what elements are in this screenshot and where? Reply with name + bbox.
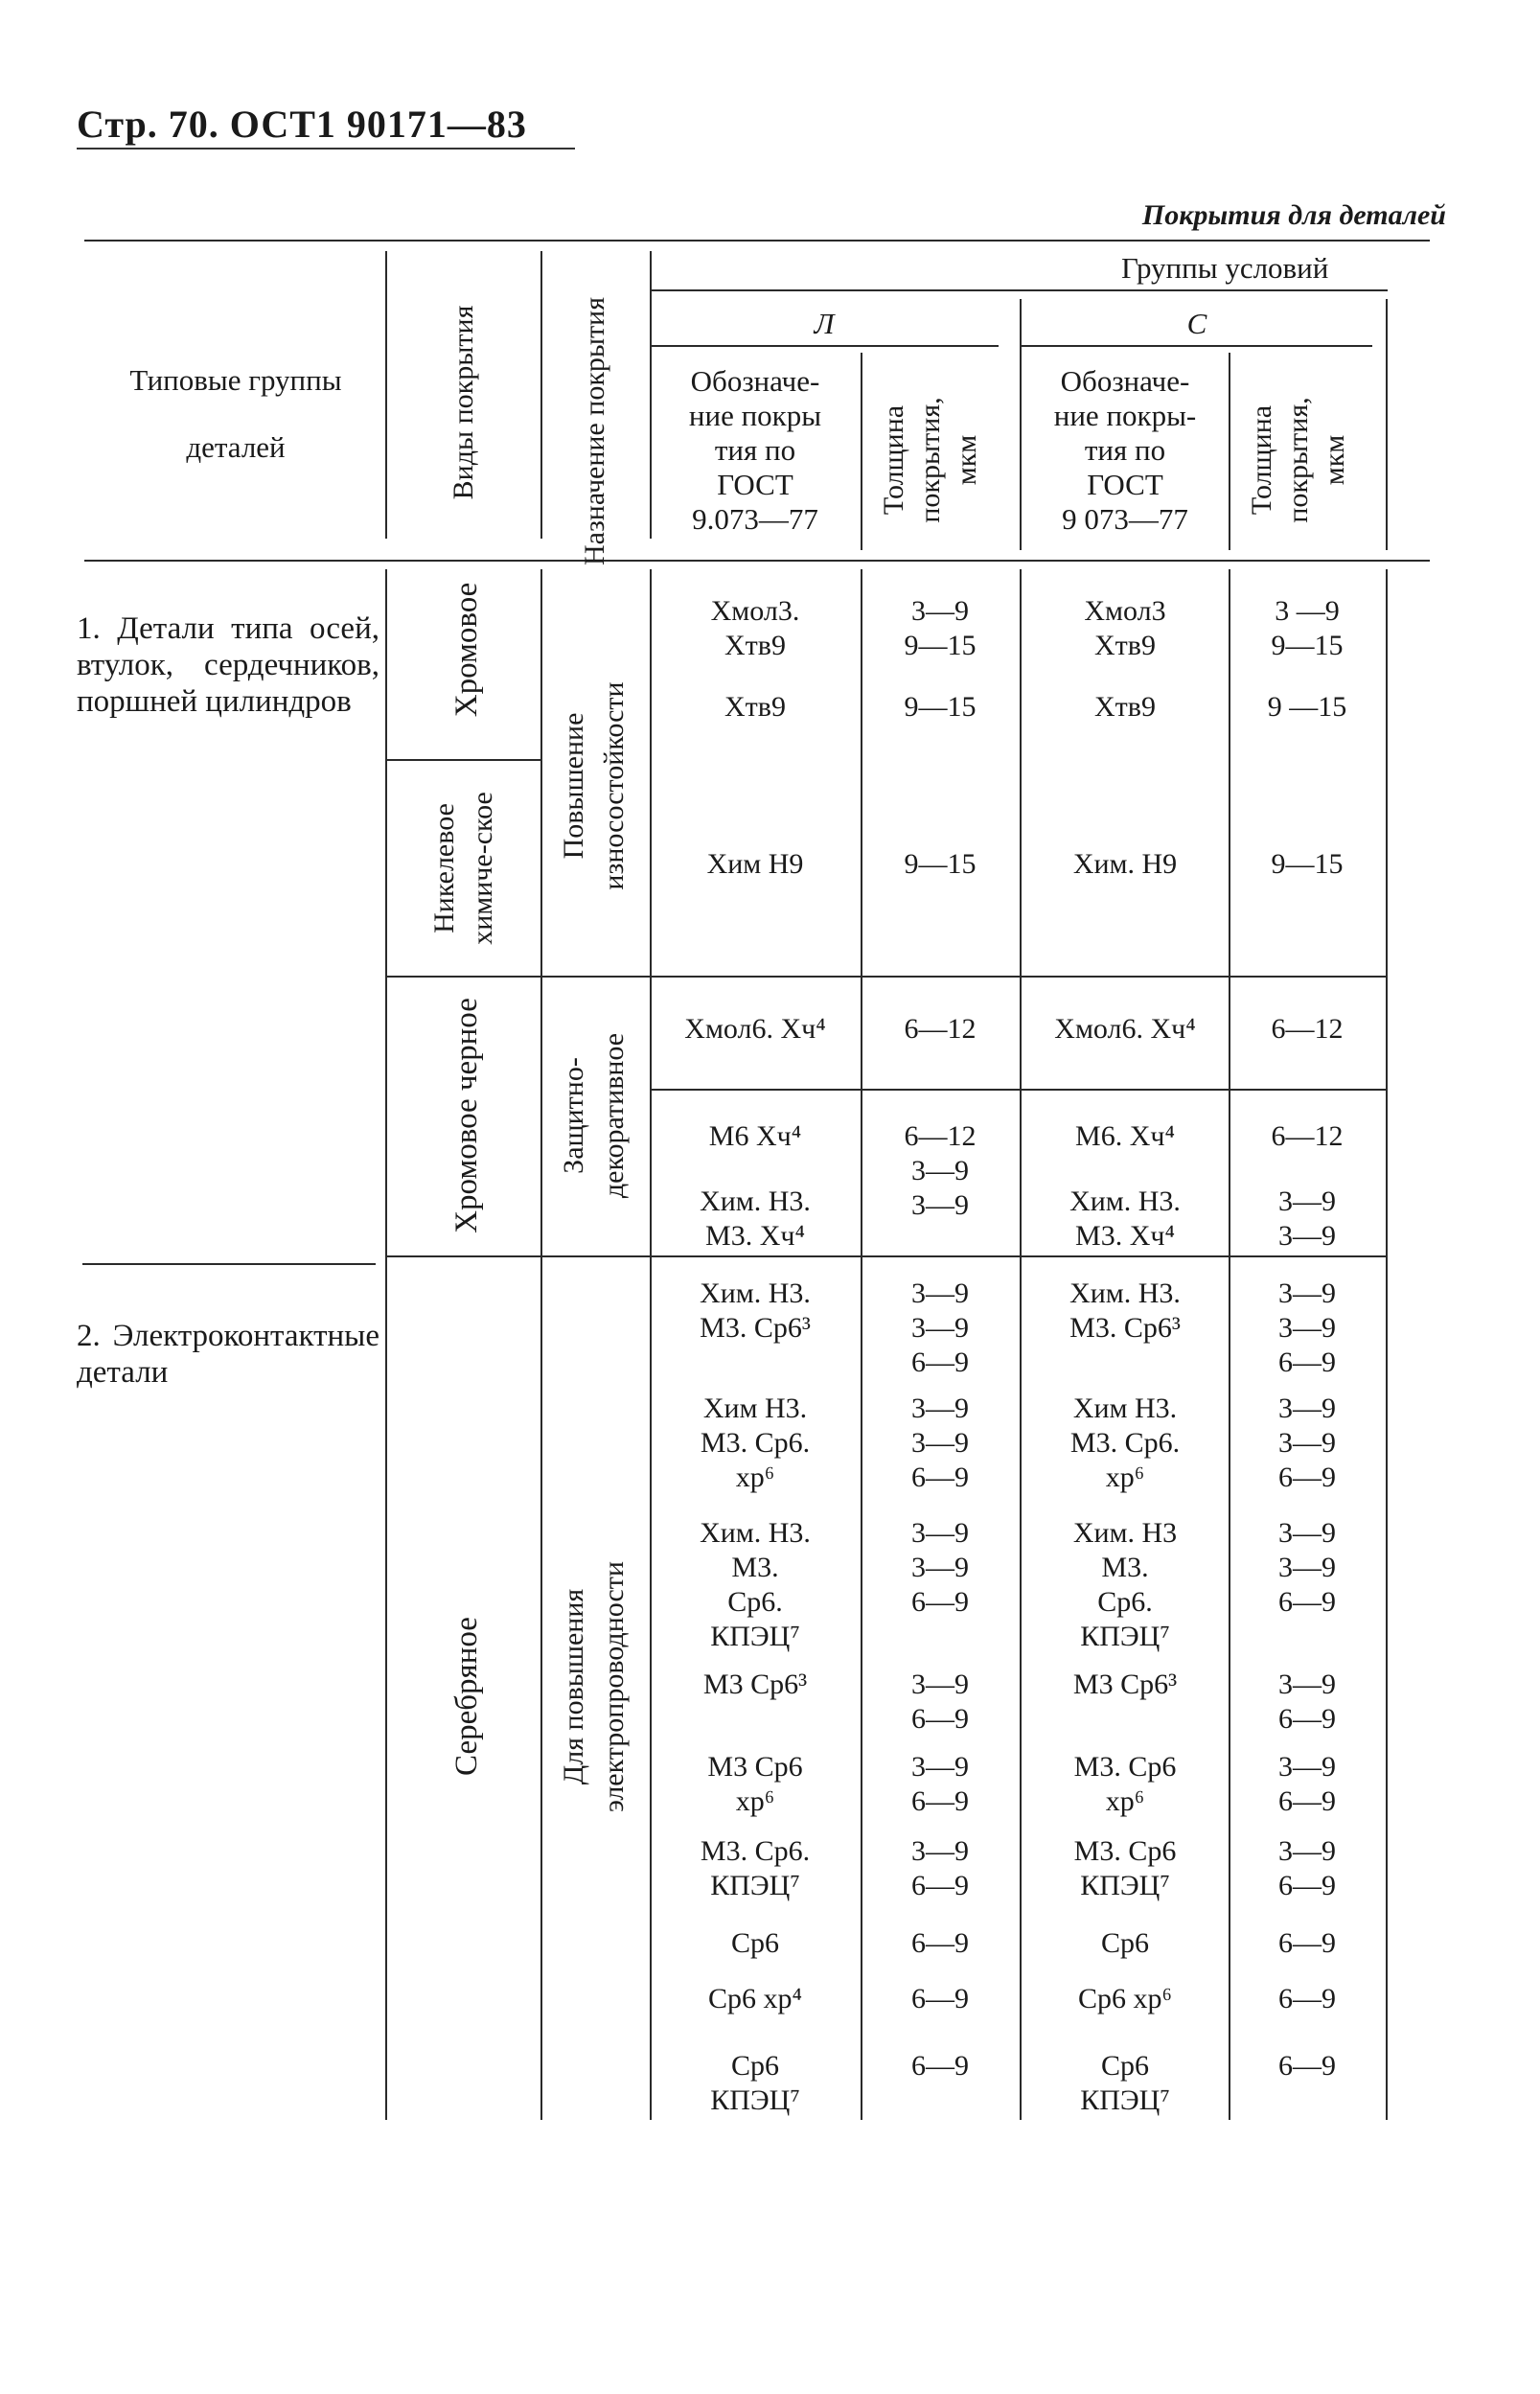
coating-rule-1 [387, 759, 540, 761]
row-7-thickness-l: 3—9 3—9 6—9 [911, 1278, 969, 1378]
row-12-designation-s: М3. Ср6 КПЭЦ⁷ [1073, 1835, 1177, 1901]
row-3-designation-l: Хим Н9 [706, 848, 804, 880]
row-7-designation-s: Хим. Н3. М3. Ср6³ [1069, 1278, 1181, 1344]
purpose-conductivity: Для повышения электропроводности [558, 1561, 630, 1812]
row-6-designation-s: Хим. Н3. М3. Хч⁴ [1069, 1185, 1181, 1252]
col-header-thickness-l: Толщина покрытия, мкм [878, 397, 982, 523]
purpose-decorative: Защитно-декоративное [558, 1032, 630, 1199]
row-4-designation-s: Хмол6. Хч⁴ [1054, 1013, 1196, 1045]
row-12-thickness-l: 3—9 6—9 [911, 1835, 969, 1901]
row-11-designation-l: М3 Ср6 хр⁶ [707, 1751, 803, 1817]
row-2-thickness-s: 9 —15 [1267, 691, 1347, 723]
row-6-designation-l: Хим. Н3. М3. Хч⁴ [700, 1185, 811, 1252]
row-9-thickness-s: 3—9 3—9 6—9 [1278, 1517, 1336, 1618]
group-name-1: 1. Детали типа осей, втулок, сердечников, поршней цилиндров [77, 611, 379, 719]
row-15-designation-s: Ср6 КПЭЦ⁷ [1080, 2050, 1170, 2116]
row-9-designation-s: Хим. Н3 М3. Ср6. КПЭЦ⁷ [1072, 1517, 1178, 1652]
row-8-thickness-l: 3—9 3—9 6—9 [911, 1393, 969, 1493]
row-15-thickness-s: 6—9 [1278, 2050, 1336, 2082]
coating-rule-2 [387, 976, 540, 978]
col-header-group-s: С [1186, 307, 1207, 340]
row-6-thickness-s: 3—9 3—9 [1278, 1185, 1336, 1252]
lc-sub-rule-s [1022, 345, 1372, 347]
table-title: Покрытия для деталей [1141, 199, 1446, 231]
header-bottom-rule [84, 560, 1430, 562]
row-7-thickness-s: 3—9 3—9 6—9 [1278, 1278, 1336, 1378]
row-4-thickness-s: 6—12 [1271, 1013, 1344, 1045]
col-divider-1b [385, 569, 387, 2120]
col-header-coating-types: Виды покрытия [447, 305, 479, 500]
row-1-thickness-s: 3 —9 9—15 [1271, 595, 1344, 661]
col-header-condition-groups: Группы условий [1121, 251, 1329, 285]
row-15-designation-l: Ср6 КПЭЦ⁷ [710, 2050, 800, 2116]
col-header-typical-groups: Типовые группы деталей [129, 363, 342, 464]
row-8-designation-l: Хим Н3. М3. Ср6. хр⁶ [700, 1393, 811, 1493]
group-header-rule [650, 289, 1388, 291]
col-header-thickness-s: Толщина покрытия, мкм [1246, 397, 1350, 523]
row-13-thickness-s: 6—9 [1278, 1927, 1336, 1959]
row-rule-a [652, 976, 1386, 978]
row-1-thickness-l: 3—9 9—15 [904, 595, 977, 661]
col-divider-7b [1386, 569, 1388, 2120]
row-8-thickness-s: 3—9 3—9 6—9 [1278, 1393, 1336, 1493]
row-12-designation-l: М3. Ср6. КПЭЦ⁷ [700, 1835, 811, 1901]
row-8-designation-s: Хим Н3. М3. Ср6. хр⁶ [1069, 1393, 1181, 1493]
row-3-designation-s: Хим. Н9 [1072, 848, 1178, 880]
row-9-thickness-l: 3—9 3—9 6—9 [911, 1517, 969, 1618]
col-divider-1 [385, 251, 387, 539]
row-3-thickness-s: 9—15 [1271, 848, 1344, 880]
row-rule-b [652, 1089, 1386, 1091]
table-top-rule [84, 240, 1430, 242]
row-15-thickness-l: 6—9 [911, 2050, 969, 2082]
row-12-thickness-s: 3—9 6—9 [1278, 1835, 1336, 1901]
purpose-rule-2 [542, 1255, 650, 1257]
coating-kind-silver: Серебряное [449, 1617, 485, 1776]
coating-kind-black-chrome: Хромовое черное [449, 998, 485, 1233]
page-header: Стр. 70. ОСТ1 90171—83 [77, 103, 527, 146]
row-14-thickness-l: 6—9 [911, 1983, 969, 2014]
col-divider-4 [861, 353, 862, 550]
coating-rule-3 [387, 1255, 540, 1257]
row-13-designation-l: Ср6 [730, 1927, 779, 1959]
row-1-designation-l: Хмол3. Хтв9 [710, 595, 800, 661]
row-11-thickness-l: 3—9 6—9 [911, 1751, 969, 1817]
row-10-designation-s: М3 Ср6³ [1072, 1669, 1178, 1700]
row-2-designation-s: Хтв9 [1094, 691, 1156, 723]
col-header-designation-l: Обозначе- ние покры тия по ГОСТ 9.073—77 [688, 364, 822, 536]
row-2-thickness-l: 9—15 [904, 691, 977, 723]
row-5-designation-l: М6 Хч⁴ [708, 1120, 802, 1152]
row-1-designation-s: Хмол3 Хтв9 [1084, 595, 1166, 661]
col-divider-2b [540, 569, 542, 2120]
row-7-designation-l: Хим. Н3. М3. Ср6³ [700, 1278, 811, 1344]
col-divider-2 [540, 251, 542, 539]
row-9-designation-l: Хим. Н3. М3. Ср6. КПЭЦ⁷ [700, 1517, 811, 1652]
lc-sub-rule-l [650, 345, 999, 347]
row-10-thickness-l: 3—9 6—9 [911, 1669, 969, 1735]
row-4-thickness-l: 6—12 [904, 1013, 977, 1045]
col-header-designation-s: Обозначе- ние покры- тия по ГОСТ 9 073—77 [1053, 364, 1197, 536]
group-name-2: 2. Электроконтактные детали [77, 1319, 379, 1390]
row-13-thickness-l: 6—9 [911, 1927, 969, 1959]
col-header-purpose: Назначение покрытия [578, 296, 610, 566]
row-14-designation-s: Ср6 хр⁶ [1078, 1983, 1172, 2014]
col-header-group-l: Л [814, 307, 835, 340]
row-11-designation-s: М3. Ср6 хр⁶ [1073, 1751, 1177, 1817]
row-5-thickness-l: 6—12 3—9 3—9 [904, 1120, 977, 1221]
row-13-designation-s: Ср6 [1100, 1927, 1149, 1959]
row-2-designation-l: Хтв9 [724, 691, 786, 723]
col-divider-7 [1386, 299, 1388, 550]
row-5-thickness-s: 6—12 [1271, 1120, 1344, 1152]
header-underline [77, 148, 575, 150]
purpose-rule-1 [542, 976, 650, 978]
row-10-thickness-s: 3—9 6—9 [1278, 1669, 1336, 1735]
row-4-designation-l: Хмол6. Хч⁴ [684, 1013, 826, 1045]
row-10-designation-l: М3 Ср6³ [702, 1669, 808, 1700]
row-3-thickness-l: 9—15 [904, 848, 977, 880]
row-14-thickness-s: 6—9 [1278, 1983, 1336, 2014]
row-14-designation-l: Ср6 хр⁴ [708, 1983, 802, 2014]
coating-kind-chrome: Хромовое [449, 582, 485, 718]
col-divider-6 [1229, 353, 1230, 550]
purpose-wear: Повышение износостойкости [558, 681, 630, 890]
group-1-rule [82, 1263, 376, 1265]
coating-kind-nickel: Никелевое химиче-ское [428, 792, 498, 945]
row-5-designation-s: М6. Хч⁴ [1075, 1120, 1175, 1152]
row-rule-c [652, 1255, 1386, 1257]
row-11-thickness-s: 3—9 6—9 [1278, 1751, 1336, 1817]
